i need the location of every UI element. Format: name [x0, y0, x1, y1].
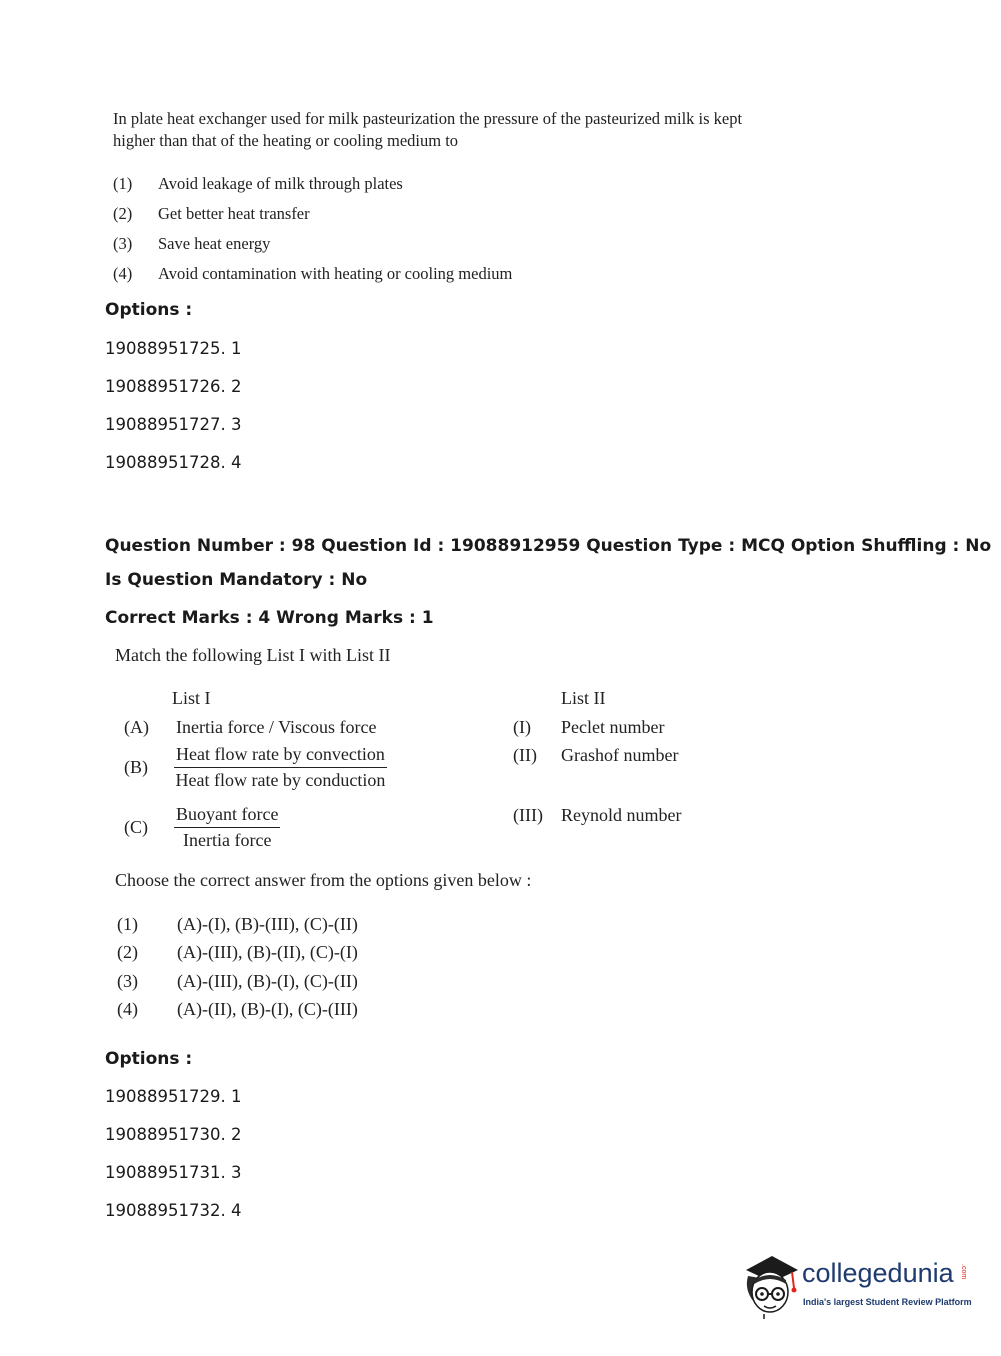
q2-choice — [117, 967, 358, 996]
list-i-item-c-fraction — [174, 804, 280, 851]
q2-choice — [117, 939, 358, 968]
q1-choice — [113, 259, 512, 289]
fraction-numerator: Buoyant force — [174, 804, 280, 828]
choice-number: (1) — [117, 913, 138, 934]
q1-option-1: 19088951725. 1 — [105, 339, 242, 358]
choice-text: Save heat energy — [158, 234, 271, 253]
q2-choice — [117, 910, 358, 939]
q1-options-label: Options : — [105, 300, 193, 320]
q1-choice — [113, 199, 512, 229]
list-ii-heading: List II — [561, 688, 606, 708]
choice-text: (A)-(III), (B)-(II), (C)-(I) — [177, 942, 358, 963]
q1-choice — [113, 229, 512, 259]
choice-number: (2) — [113, 204, 133, 223]
list-i-heading: List I — [172, 688, 211, 708]
fraction-denominator: Heat flow rate by conduction — [175, 770, 386, 790]
logo-domain-suffix: .com — [960, 1264, 967, 1280]
fraction-denominator: Inertia force — [183, 830, 272, 850]
student-mascot-icon — [742, 1250, 800, 1320]
q1-option-3: 19088951727. 3 — [105, 415, 242, 434]
q2-options-label: Options : — [105, 1049, 193, 1069]
q1-choice — [113, 169, 512, 199]
list-i-item-b-fraction — [174, 744, 387, 791]
q2-option-1: 19088951729. 1 — [105, 1087, 242, 1106]
q2-option-4: 19088951732. 4 — [105, 1201, 242, 1220]
list-i-label-a: (A) — [124, 717, 149, 737]
list-ii-item-i: Peclet number — [561, 717, 665, 737]
logo-wordmark: collegedunia — [802, 1258, 954, 1288]
q2-instruction: Choose the correct answer from the options given below : — [115, 870, 532, 890]
list-ii-label-iii: (III) — [513, 805, 543, 825]
choice-number: (4) — [113, 264, 133, 283]
list-ii-item-iii: Reynold number — [561, 805, 682, 825]
q2-option-3: 19088951731. 3 — [105, 1163, 242, 1182]
list-ii-label-i: (I) — [513, 717, 531, 737]
choice-text: Avoid contamination with heating or cooling medium — [158, 264, 513, 283]
choice-text: (A)-(III), (B)-(I), (C)-(II) — [177, 970, 358, 991]
q1-question-text: In plate heat exchanger used for milk pasteurization the pressure of the pasteurized milk is kept higher than that of the heating or cooling medium to — [113, 109, 743, 150]
q1-option-4: 19088951728. 4 — [105, 453, 242, 472]
list-ii-item-ii: Grashof number — [561, 745, 679, 765]
logo-tagline: India's largest Student Review Platform — [803, 1297, 972, 1307]
collegedunia-logo[interactable] — [742, 1250, 972, 1320]
q2-mandatory-line: Is Question Mandatory : No — [105, 570, 368, 590]
list-i-item-a: Inertia force / Viscous force — [176, 717, 377, 737]
choice-number: (2) — [117, 942, 138, 963]
list-i-label-c: (C) — [124, 817, 148, 837]
list-i-label-b: (B) — [124, 757, 148, 777]
q2-marks-line: Correct Marks : 4 Wrong Marks : 1 — [105, 608, 434, 628]
choice-text: Avoid leakage of milk through plates — [158, 174, 403, 193]
choice-text: (A)-(II), (B)-(I), (C)-(III) — [177, 999, 358, 1020]
choice-text: Get better heat transfer — [158, 204, 310, 223]
q2-choice-list — [117, 910, 358, 1024]
choice-number: (4) — [117, 999, 138, 1020]
q2-meta-line: Question Number : 98 Question Id : 19088912959 Question Type : MCQ Option Shuffling : No — [105, 536, 992, 556]
q2-question-text: Match the following List I with List II — [115, 645, 391, 665]
choice-number: (3) — [117, 970, 138, 991]
list-ii-label-ii: (II) — [513, 745, 537, 765]
q1-option-2: 19088951726. 2 — [105, 377, 242, 396]
choice-text: (A)-(I), (B)-(III), (C)-(II) — [177, 913, 358, 934]
choice-number: (3) — [113, 234, 133, 253]
q1-choice-list — [113, 169, 512, 289]
fraction-numerator: Heat flow rate by convection — [174, 744, 387, 768]
choice-number: (1) — [113, 174, 133, 193]
q2-option-2: 19088951730. 2 — [105, 1125, 242, 1144]
q2-choice — [117, 996, 358, 1025]
